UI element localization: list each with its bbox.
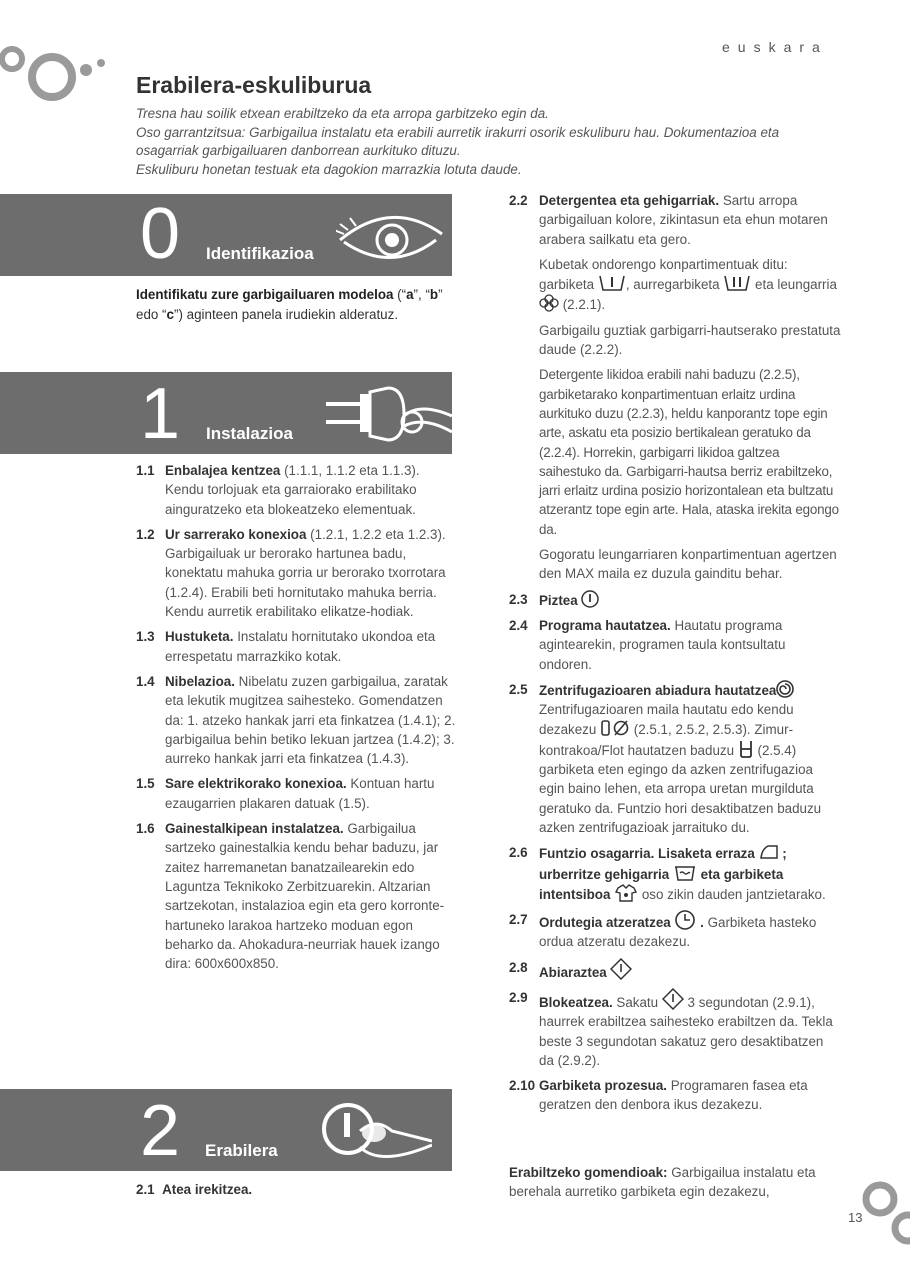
page-number: 13 xyxy=(848,1210,863,1225)
install-item xyxy=(136,525,458,621)
plug-icon xyxy=(324,380,452,454)
easy-iron-icon xyxy=(759,843,779,861)
item-number: 1.4 xyxy=(136,673,155,689)
section-label: Erabilera xyxy=(205,1141,278,1160)
item-ref: (1.2.1, 1.2.2 eta 1.2.3). xyxy=(306,526,446,542)
item-title: Atea irekitzea. xyxy=(162,1182,253,1197)
item-text: . Kendu torlojuak eta garraiorako erabilitako ainguratzeko eta blokeatzeko elementuak. xyxy=(165,463,420,517)
item-2-3: 2.3 Piztea xyxy=(509,590,841,610)
item-title: Gainestalkipean instalatzea. xyxy=(165,821,344,837)
extra-rinse-icon xyxy=(673,864,697,882)
item-text: Nibelatu zuzen garbigailua, zaratak eta lekutik mugitzea saihesteko. Gomendatzen da: 1. atzeko hankak jarri eta finkatzea (1.4.1); 2. garbigailua behin betiko lekuan jartzea (1.4.2); 3. aurreko hankak jarri eta finkatzea (1.4.3). xyxy=(165,673,456,767)
spin-icon xyxy=(776,680,794,698)
usage-advice: Erabiltzeko gomendioak: Garbigailua instalatu eta berehala aurretiko garbiketa egin dezakezu, xyxy=(509,1165,816,1200)
item-text: Kontuan hartu ezaugarrien plakaren datuak (1.5). xyxy=(165,776,435,811)
section-label: Identifikazioa xyxy=(206,244,314,263)
intro-line: Eskuliburu honetan testuak eta dagokion marrazkia lotuta daude. xyxy=(136,161,522,177)
softener-flower-icon xyxy=(539,294,559,312)
item-title: Ur sarrerako konexioa xyxy=(165,526,307,542)
item-2-9: 2.9 Blokeatzea. Sakatu 3 segundotan (2.9.1), haurrek erabiltzea saihesteko erabiltzen da. Tekla beste 3 segundotan sakatuz gero desaktibatzen da (2.9.2). xyxy=(509,989,833,1068)
section-band-use xyxy=(0,1089,452,1171)
item-2-8: 2.8 Abiaraztea xyxy=(509,958,841,982)
item-2-4: 2.4 Programa hautatzea. Hautatu programa agintearekin, programen taula kontsultatu ondoren. xyxy=(509,617,786,672)
section-number: 2 xyxy=(140,1091,181,1171)
item-2-10: 2.10 Garbiketa prozesua. Programaren fasea eta geratzen den denbora ikus dezakezu. xyxy=(509,1078,808,1113)
use-list xyxy=(509,191,841,1121)
section-label: Instalazioa xyxy=(206,424,293,443)
power-button-finger-icon xyxy=(320,1101,432,1171)
item-number: 1.5 xyxy=(136,776,155,792)
install-item xyxy=(136,774,458,813)
install-item xyxy=(136,627,458,666)
eye-icon xyxy=(336,204,446,268)
item-2-2: 2.2 Detergentea eta gehigarriak. Sartu arropa garbigailuan kolore, zikintasun eta ehun motaren arabera sailkatu eta gero. Kubetak ondorengo konpartimentuak ditu: garbiketa , aurregarbiketa eta leungarria (2.2.1). Garbigailu guztiak garbigarri-hautserako prestatuta daude (2.2.2). Detergente likidoa erabili nahi baduzu (2.2.5), garbiketarako konpartimentuan erlaitz urdina aurkituko duzu (2.2.3), heldu kanporantz tope egin arte, askatu eta posizio bertikalean geratuko da (2.2.4). Horrekin, garbigarri likidoa galtzea saihestuko da. Garbigarri-hautsa berriz erabiltzeko, jarri erlaitz urdina posizio horizontalean eta bultzatu atzerantz tope egin arte. Hala, ataska irekita egongo da. Gogoratu leungarriaren konpartimentuan agertzen den MAX maila ez duzula gainditu behar. xyxy=(509,193,841,582)
install-item xyxy=(136,819,458,973)
install-item xyxy=(136,461,458,519)
prewash-compartment-icon xyxy=(723,274,751,292)
language-label: euskara xyxy=(722,39,828,55)
item-2-6: 2.6 Funtzio osagarria. Lisaketa erraza ; urberritze gehigarria eta garbiketa intentsiboa oso zikin dauden jantzietarako. xyxy=(509,845,826,902)
item-title: Enbalajea kentzea xyxy=(165,463,281,478)
item-number: 1.1 xyxy=(136,463,155,478)
item-number: 1.6 xyxy=(136,821,155,837)
section-number: 1 xyxy=(140,374,181,454)
item-number: 2.1 xyxy=(136,1182,155,1197)
item-2-7: 2.7 Ordutegia atzeratzea . Garbiketa hasteko ordua atzeratu dezakezu. xyxy=(509,912,817,950)
intro-line: Oso garrantzitsua: Garbigailua instalatu eta erabili aurretik irakurri osorik eskuliburu hau. Dokumentazioa eta osagarriak garbigailuaren danborrean aurkituko dituzu. xyxy=(136,124,780,158)
installation-list xyxy=(136,461,458,979)
intro-line: Tresna hau soilik etxean erabiltzeko da eta arropa garbitzeko egin da. xyxy=(136,106,549,121)
spin-speed-icon xyxy=(600,719,630,737)
item-title: Hustuketa. xyxy=(165,629,234,645)
intensive-wash-icon xyxy=(614,884,638,902)
section-band-identification xyxy=(0,194,452,276)
brand-circles-corner-logo xyxy=(858,1178,910,1248)
item-title: Nibelazioa. xyxy=(165,673,235,689)
item-text: Instalatu hornitutako ukondoa eta errespetatu marrazkiko kotak. xyxy=(165,629,436,664)
section-number: 0 xyxy=(140,194,181,274)
section-band-installation xyxy=(0,372,452,454)
item-number: 1.2 xyxy=(136,526,155,542)
start-pause-icon xyxy=(610,958,632,980)
clock-icon xyxy=(674,910,696,930)
page-title: Erabilera-eskuliburua xyxy=(136,72,372,98)
item-2-1 xyxy=(136,1182,252,1197)
item-title: Sare elektrikorako konexioa. xyxy=(165,776,347,792)
item-ref: (1.1.1, 1.1.2 eta 1.1.3) xyxy=(280,463,416,478)
intro-block xyxy=(136,105,836,179)
item-text: Garbigailua sartzeko gainestalkia kendu behar baduzu, jar zaitez harremanetan banatzailearekin edo Laguntza Teknikoko Zerbitzuarekin. Altzarian sartzekotan, instalazioa egin eta gero korronte-hartuneko larakoa hartzeko moduan egon beharko da. Ahokadura-neurriak hauek izango dira: 600x600x850. xyxy=(165,821,445,972)
item-number: 1.3 xyxy=(136,629,155,645)
lock-key-icon xyxy=(662,988,684,1010)
item-text: Garbigailuak ur berorako hartunea badu, konektatu mahuka gorria ur berorako txorrotara (1.2.4). Erabili beti hornitutako mahuka berria. Kendu aurretik erabilitako elikatze-hodiak. xyxy=(165,546,446,620)
brand-circles-logo xyxy=(0,38,110,118)
wash-compartment-icon xyxy=(598,274,626,292)
anti-crease-icon xyxy=(738,740,754,758)
power-icon xyxy=(581,590,599,608)
identification-text: Identifikatu zure garbigailuaren modeloa (“a”, “b” edo “c”) aginteen panela irudiekin alderatuz. xyxy=(136,287,443,322)
item-2-5: 2.5 Zentrifugazioaren abiadura hautatzea Zentrifugazioaren maila hautatu edo kendu dezakezu (2.5.1, 2.5.2, 2.5.3). Zimur-kontrakoa/Flot hautatzen baduzu (2.5.4) garbiketa eten egingo da azken zentrifugazioa egin baino lehen, eta arropa uretan murgilduta geratuko da. Funtzio hori desaktibatzen baduzu azken zentrifugazioak jarraituko du. xyxy=(509,681,822,835)
install-item xyxy=(136,672,458,768)
